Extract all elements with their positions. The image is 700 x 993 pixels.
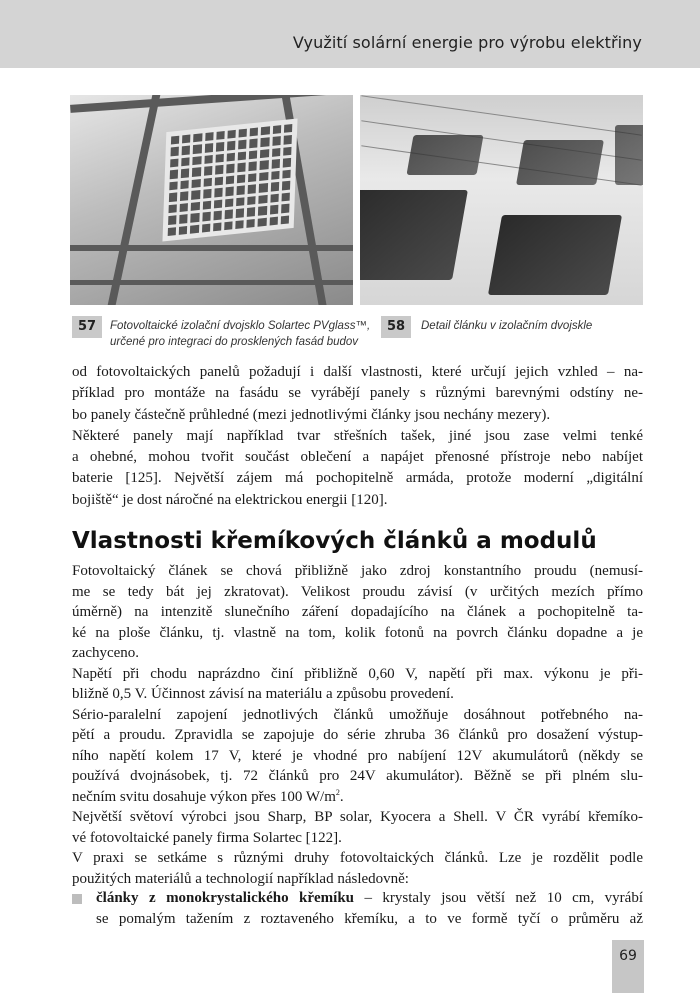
solar-cell xyxy=(270,205,279,214)
text-line: vé fotovoltaické panely firma Solartec [122]. xyxy=(72,829,342,846)
solar-cell xyxy=(281,204,290,213)
solar-cell xyxy=(239,129,248,138)
solar-cell xyxy=(360,190,468,280)
solar-cell xyxy=(213,211,222,220)
solar-cell xyxy=(259,195,268,204)
solar-cell xyxy=(191,213,200,222)
solar-cell xyxy=(258,206,267,215)
solar-cell xyxy=(193,133,202,142)
solar-cell xyxy=(238,151,247,160)
text-line xyxy=(72,787,643,808)
solar-cell xyxy=(238,140,247,149)
solar-cell xyxy=(247,219,256,228)
solar-cell xyxy=(271,159,280,168)
text-line: bo panely částečně průhledné (mezi jednotlivými články jsou nechány mezery). xyxy=(72,406,551,423)
paragraph-properties xyxy=(72,561,643,889)
figure-58-caption xyxy=(421,318,643,334)
text-line: Fotovoltaický článek se chová přibližně jako zdroj konstantního proudu (nemusí- xyxy=(72,563,643,579)
solar-cell xyxy=(225,187,234,196)
figure-57-number: 57 xyxy=(72,316,102,338)
solar-cell xyxy=(269,216,278,225)
solar-cell xyxy=(169,193,178,202)
solar-cell xyxy=(170,158,179,167)
text-line: ké na ploše článku, tj. vlastně na tom, kolik fotonů na povrch článku dopadne a je xyxy=(72,624,643,641)
solar-cell xyxy=(259,183,268,192)
caption-line: určené pro integraci do prosklených fasád budov xyxy=(110,336,359,348)
solar-cell xyxy=(237,174,246,183)
solar-cell xyxy=(260,160,269,169)
window-frame xyxy=(70,245,353,251)
solar-cell xyxy=(270,182,279,191)
solar-cell xyxy=(202,200,211,209)
text-line: úměrně) na intenzitě slunečního záření dopadajícího na článek a pochopitelně ta- xyxy=(72,604,643,620)
figure-57-caption xyxy=(110,318,374,350)
solar-cell xyxy=(247,207,256,216)
solar-cell xyxy=(182,146,191,155)
solar-cell xyxy=(250,128,259,137)
solar-cell xyxy=(204,144,213,153)
solar-cell xyxy=(203,189,212,198)
solar-cell xyxy=(214,199,223,208)
solar-cell xyxy=(170,170,179,179)
wire xyxy=(361,95,641,135)
solar-cell xyxy=(406,135,483,175)
bullet-term: články z monokrystalického křemíku xyxy=(96,890,355,906)
solar-cell xyxy=(169,181,178,190)
window-frame xyxy=(70,280,353,285)
solar-cell xyxy=(168,227,177,236)
bullet-square-icon xyxy=(72,894,82,904)
solar-cell xyxy=(181,157,190,166)
solar-cell xyxy=(258,217,267,226)
solar-cell xyxy=(192,179,201,188)
text-line: používá dvojnásobek, tj. 72 článků pro 24V akumulátor). Běžně se při plném slu- xyxy=(72,768,643,784)
text-line: bližně 0,5 V. Účinnost závisí na materiálu a způsobu provedení. xyxy=(72,686,454,702)
solar-cell xyxy=(283,147,292,156)
solar-cell xyxy=(281,215,290,224)
section-heading: Vlastnosti křemíkových článků a modulů xyxy=(72,528,597,554)
solar-cell xyxy=(215,165,224,174)
solar-cell xyxy=(192,167,201,176)
solar-cell xyxy=(236,197,245,206)
solar-cell xyxy=(225,198,234,207)
text-line xyxy=(96,888,643,909)
solar-cell xyxy=(261,138,270,147)
text-line: bojiště“ je dost náročné na elektrickou energii [120]. xyxy=(72,491,388,508)
solar-cell xyxy=(214,188,223,197)
running-header xyxy=(0,0,700,68)
solar-cell xyxy=(190,224,199,233)
solar-cell xyxy=(272,125,281,134)
solar-cell xyxy=(180,203,189,212)
solar-cell xyxy=(181,169,190,178)
solar-cell xyxy=(168,215,177,224)
solar-cell xyxy=(179,214,188,223)
solar-cell xyxy=(272,148,281,157)
solar-cell xyxy=(284,124,293,133)
text-fragment: . xyxy=(339,788,344,805)
bullet-item xyxy=(96,888,643,931)
solar-cell xyxy=(193,156,202,165)
solar-cell xyxy=(249,150,258,159)
solar-cell xyxy=(271,171,280,180)
text-line: Největší světoví výrobci jsou Sharp, BP solar, Kyocera a Shell. V ČR vyrábí křemíko- xyxy=(72,809,643,825)
text-line: baterie [125]. Největší zájem má pochopitelně armáda, protože moderní „digitální xyxy=(72,470,643,487)
caption-line: Detail článku v izolačním dvojskle xyxy=(421,320,593,332)
text-line: me se tedy bát jej zkratovat). Velikost proudu závisí (v určitých mezích přímo xyxy=(72,583,643,600)
paragraph-intro xyxy=(72,362,643,511)
solar-glass-panel xyxy=(162,119,297,242)
solar-cell xyxy=(226,175,235,184)
text-line: Sério-paralelní zapojení jednotlivých článků umožňuje dosáhnout potřebného na- xyxy=(72,706,643,723)
text-line: a ohebné, mohou tvořit součást oblečení a napájet přenosné přístroje nebo nabíjet xyxy=(72,449,643,466)
figure-58-photo xyxy=(360,95,643,305)
solar-cell xyxy=(281,192,290,201)
solar-cell xyxy=(226,164,235,173)
text-line: Některé panely mají například tvar střešních tašek, jiné jsou zase velmi tenké xyxy=(72,427,643,444)
solar-cell xyxy=(205,132,214,141)
chapter-title: Využití solární energie pro výrobu elektřiny xyxy=(292,33,642,52)
solar-cell xyxy=(272,137,281,146)
solar-cell xyxy=(283,158,292,167)
solar-cell xyxy=(182,135,191,144)
page-number: 69 xyxy=(612,940,644,993)
solar-cell xyxy=(179,226,188,235)
solar-cell xyxy=(181,180,190,189)
solar-cell xyxy=(237,163,246,172)
solar-cell xyxy=(224,221,233,230)
text-line: zachyceno. xyxy=(72,645,140,661)
solar-cell xyxy=(227,153,236,162)
solar-cell xyxy=(227,130,236,139)
solar-cell xyxy=(516,140,604,185)
solar-cell xyxy=(260,172,269,181)
solar-cell xyxy=(215,154,224,163)
text-line: od fotovoltaických panelů požadují i další vlastnosti, které určují jejich vzhled – na- xyxy=(72,364,643,380)
solar-cell xyxy=(615,125,643,185)
solar-cell xyxy=(227,141,236,150)
window-frame xyxy=(70,95,353,113)
figure-58-number: 58 xyxy=(381,316,411,338)
solar-cell xyxy=(191,202,200,211)
text-line: použitých materiálů a technologií například následovně: xyxy=(72,870,409,887)
caption-line: Fotovoltaické izolační dvojsklo Solartec PVglass™, xyxy=(110,320,371,332)
solar-cell xyxy=(261,126,270,135)
solar-cell xyxy=(214,177,223,186)
solar-cell xyxy=(213,222,222,231)
text-line: příklad pro montáže na fasádu se vyrábějí panely s různými barevnými odstíny ne- xyxy=(72,385,643,402)
solar-cell xyxy=(248,173,257,182)
figure-57-photo xyxy=(70,95,353,305)
window-frame xyxy=(108,95,161,305)
solar-cell xyxy=(236,208,245,217)
solar-cell xyxy=(168,204,177,213)
solar-cell xyxy=(204,155,213,164)
solar-cell xyxy=(203,178,212,187)
solar-cell xyxy=(193,145,202,154)
solar-cell xyxy=(202,223,211,232)
solar-cell xyxy=(248,184,257,193)
solar-cell xyxy=(225,210,234,219)
solar-cell xyxy=(202,212,211,221)
solar-cell xyxy=(270,193,279,202)
solar-cell xyxy=(235,220,244,229)
solar-cell xyxy=(171,136,180,145)
solar-cell xyxy=(171,147,180,156)
solar-cell xyxy=(204,166,213,175)
solar-cell xyxy=(191,190,200,199)
solar-cell xyxy=(488,215,622,295)
solar-cell xyxy=(282,170,291,179)
superscript: 2 xyxy=(335,787,340,797)
solar-cell xyxy=(216,142,225,151)
solar-cell xyxy=(247,196,256,205)
text-line: V praxi se setkáme s různými druhy fotovoltaických článků. Lze je rozdělit podle xyxy=(72,850,643,866)
solar-cell xyxy=(249,162,258,171)
text-line: se pomalým tažením z roztaveného křemíku, a to ve formě tyčí o průměru až xyxy=(96,911,643,928)
text-line: pětí a proudu. Zpravidla se zapojuje do série zhruba 36 článků pro dosažení výstup- xyxy=(72,727,643,743)
solar-cell xyxy=(282,181,291,190)
text-line: Napětí při chodu naprázdno činí přibližně 0,60 V, napětí při max. výkonu je při- xyxy=(72,665,643,682)
solar-cell xyxy=(237,186,246,195)
solar-cell xyxy=(283,135,292,144)
text-fragment: nečním svitu dosahuje výkon přes 100 W/m xyxy=(72,788,336,805)
text-line: ního napětí kolem 17 V, které je vhodné pro nabíjení 12V akumulátorů (někdy se xyxy=(72,747,643,764)
text-fragment: – krystaly jsou větší než 10 cm, vyrábí xyxy=(354,890,643,906)
solar-cell xyxy=(216,131,225,140)
solar-cell xyxy=(260,149,269,158)
solar-cell xyxy=(249,139,258,148)
solar-cell xyxy=(180,191,189,200)
